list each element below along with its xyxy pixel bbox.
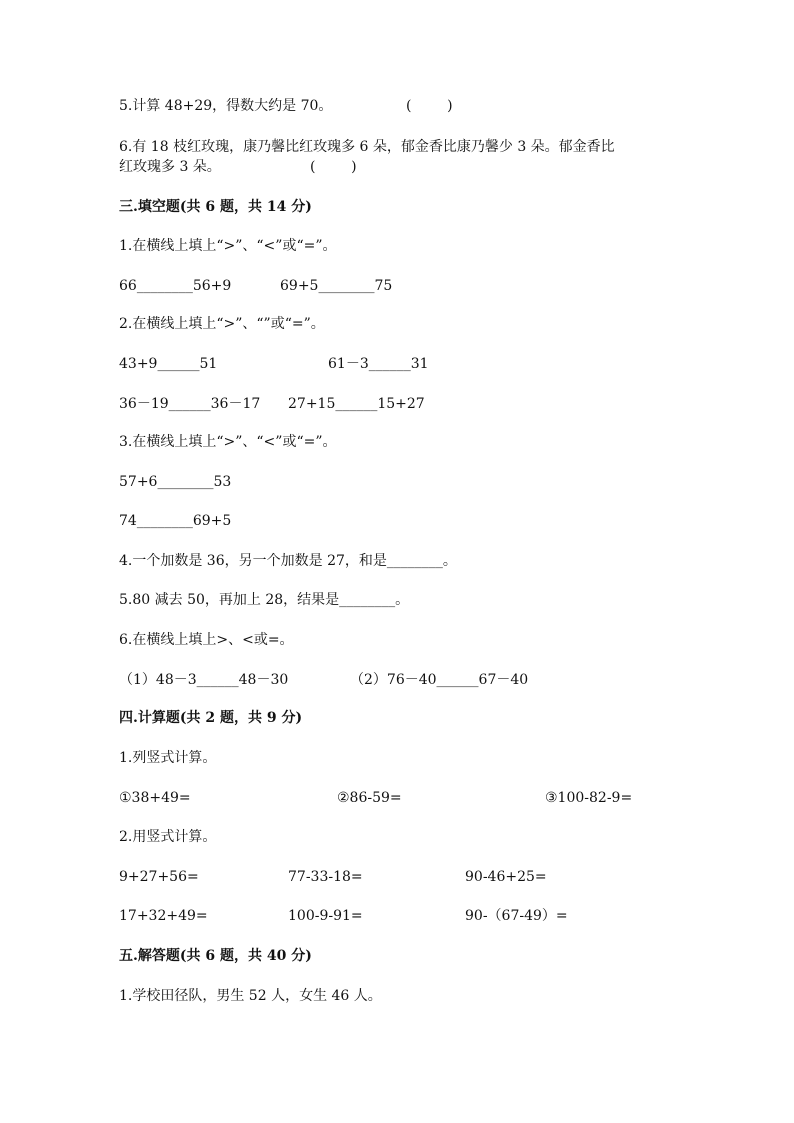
fill-q3-prompt: 3.在横线上填上“>”、“<”或“=”。 bbox=[119, 434, 337, 450]
fill-q4[interactable]: 4.一个加数是 36，另一个加数是 27，和是________。 bbox=[119, 553, 457, 569]
calc-q2-prompt: 2.用竖式计算。 bbox=[119, 829, 217, 845]
fill-q5[interactable]: 5.80 减去 50，再加上 28，结果是________。 bbox=[119, 592, 410, 608]
fill-q1-item-b[interactable]: 69+5________75 bbox=[280, 278, 393, 294]
calc-q1-item-3: ③100-82-9= bbox=[545, 790, 633, 806]
section-heading-fill: 三.填空题(共 6 题，共 14 分) bbox=[119, 199, 312, 215]
fill-q2-item-d[interactable]: 27+15______15+27 bbox=[288, 396, 425, 412]
judge-q6-answer-paren[interactable]: ( ) bbox=[310, 159, 357, 175]
fill-q3-item-b[interactable]: 74________69+5 bbox=[119, 513, 232, 529]
calc-q2-row1-item-b: 77-33-18= bbox=[288, 869, 363, 885]
calc-q2-row2-item-b: 100-9-91= bbox=[288, 908, 363, 924]
judge-q5-answer-paren[interactable]: ( ) bbox=[406, 98, 453, 114]
fill-q2-item-b[interactable]: 61－3______31 bbox=[328, 356, 429, 372]
section-heading-calc: 四.计算题(共 2 题，共 9 分) bbox=[119, 710, 303, 726]
fill-q2-prompt: 2.在横线上填上“>”、“”或“=”。 bbox=[119, 316, 325, 332]
fill-q2-item-a[interactable]: 43+9______51 bbox=[119, 356, 218, 372]
calc-q1-item-2: ②86-59= bbox=[337, 790, 402, 806]
fill-q6-item-2[interactable]: （2）76－40______67－40 bbox=[350, 672, 529, 688]
calc-q1-item-1: ①38+49= bbox=[119, 790, 191, 806]
calc-q2-row2-item-a: 17+32+49= bbox=[119, 908, 208, 924]
fill-q3-item-a[interactable]: 57+6________53 bbox=[119, 474, 232, 490]
fill-q1-prompt: 1.在横线上填上“>”、“<”或“=”。 bbox=[119, 238, 337, 254]
calc-q2-row2-item-c: 90-（67-49）= bbox=[465, 908, 568, 924]
fill-q1-item-a[interactable]: 66________56+9 bbox=[119, 278, 232, 294]
judge-q6-line2: 红玫瑰多 3 朵。 bbox=[119, 159, 221, 175]
fill-q2-item-c[interactable]: 36－19______36－17 bbox=[119, 396, 261, 412]
fill-q6-prompt: 6.在横线上填上>、<或=。 bbox=[119, 632, 294, 648]
section-heading-answer: 五.解答题(共 6 题，共 40 分) bbox=[119, 948, 312, 964]
fill-q6-item-1[interactable]: （1）48－3______48－30 bbox=[119, 672, 289, 688]
answer-q1: 1.学校田径队，男生 52 人，女生 46 人。 bbox=[119, 988, 382, 1004]
judge-q6-line1: 6.有 18 枝红玫瑰，康乃馨比红玫瑰多 6 朵，郁金香比康乃馨少 3 朵。郁金香比 bbox=[119, 139, 615, 155]
calc-q1-prompt: 1.列竖式计算。 bbox=[119, 750, 217, 766]
calc-q2-row1-item-c: 90-46+25= bbox=[465, 869, 547, 885]
judge-q5-text: 5.计算 48+29，得数大约是 70。 bbox=[119, 98, 333, 114]
calc-q2-row1-item-a: 9+27+56= bbox=[119, 869, 199, 885]
